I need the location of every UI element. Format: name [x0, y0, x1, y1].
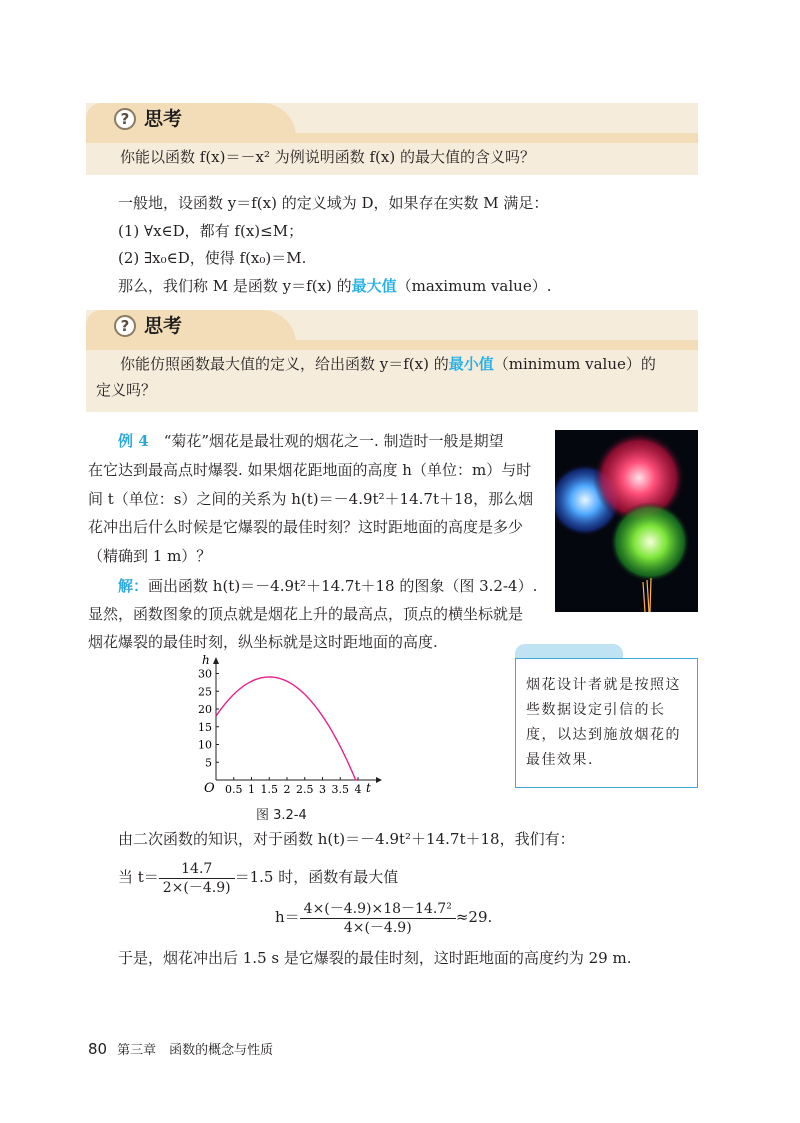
question-icon: ? [114, 315, 136, 337]
definition-line-1: 一般地，设函数 y＝f(x) 的定义域为 D，如果存在实数 M 满足： [118, 194, 549, 212]
example-line-5: （精确到 1 m）？ [88, 547, 212, 565]
x-tick-label: 3 [319, 783, 326, 796]
chapter-title: 第三章 函数的概念与性质 [117, 1043, 274, 1058]
conclusion-line: 于是，烟花冲出后 1.5 s 是它爆裂的最佳时刻，这时距地面的高度约为 29 m. [118, 949, 632, 967]
question-icon: ? [114, 108, 136, 130]
x-tick-label: 1 [248, 783, 255, 796]
definition-line-2: (1) ∀x∈D，都有 f(x)≤M； [118, 222, 304, 240]
y-axis-arrow [213, 657, 219, 664]
fraction-denominator: 4×(－4.9) [343, 919, 412, 936]
max-value-formula [275, 898, 492, 937]
origin-label: O [204, 781, 215, 796]
when-text: 当 t＝ [118, 868, 159, 886]
think-text [120, 348, 656, 380]
formula-result: ≈29. [455, 908, 493, 926]
example-line-3: 间 t（单位：s）之间的关系为 h(t)＝－4.9t²＋14.7t＋18，那么烟 [88, 490, 534, 508]
x-tick-label: 4 [354, 783, 362, 796]
page-footer [88, 1040, 273, 1060]
x-tick-label: 1.5 [260, 783, 278, 796]
x-tick-label: 3.5 [331, 783, 349, 796]
definition-line-3: (2) ∃x₀∈D，使得 f(x₀)＝M. [118, 249, 307, 267]
y-tick-label: 30 [198, 667, 212, 681]
page-number: 80 [88, 1040, 108, 1058]
after-line-1: 由二次函数的知识，对于函数 h(t)＝－4.9t²＋14.7t＋18，我们有： [118, 830, 575, 848]
term-maximum-value: 最大值 [351, 277, 397, 295]
fraction-denominator: 2×(－4.9) [162, 879, 231, 896]
fraction-numerator: 4×(－4.9)×18－14.7² [300, 900, 456, 919]
side-note [515, 658, 698, 788]
solution-label: 解： [118, 577, 149, 595]
solution-line-2: 显然，函数图象的顶点就是烟花上升的最高点，顶点的横坐标就是 [88, 605, 524, 623]
x-tick-label: 2.5 [296, 783, 314, 796]
example-line-1 [118, 431, 504, 451]
note-text: 烟花设计者就是按照这些数据设定引信的长度，以达到施放烟花的最佳效果. [526, 677, 681, 768]
y-axis-label: h [202, 653, 210, 667]
x-axis-arrow [376, 777, 382, 783]
example-line-2: 在它达到最高点时爆裂. 如果烟花距地面的高度 h（单位：m）与时 [88, 461, 532, 479]
think-text-part: （minimum value）的 [493, 355, 656, 373]
x-axis-label: t [366, 781, 371, 795]
x-tick-label: 0.5 [225, 783, 243, 796]
definition-line-4 [118, 276, 551, 296]
when-text-post: ＝1.5 时，函数有最大值 [234, 868, 399, 886]
fireworks-image [555, 430, 698, 612]
definition-text: 那么，我们称 M 是函数 y＝f(x) 的 [118, 277, 352, 295]
think-text: 你能以函数 f(x)＝－x² 为例说明函数 f(x) 的最大值的含义吗？ [120, 148, 535, 166]
fraction-numerator: 14.7 [159, 860, 235, 879]
x-tick-label: 2 [283, 783, 291, 796]
y-tick-label: 20 [198, 703, 212, 716]
figure-caption: 图 3.2-4 [256, 808, 307, 823]
fraction-vertex [159, 860, 235, 897]
fireworks-photo [555, 430, 698, 612]
y-tick-label: 10 [198, 738, 212, 752]
graph-figure-3-2-4 [190, 650, 390, 800]
formula-text: h＝ [275, 908, 300, 926]
think-title: 思考 [144, 315, 183, 337]
term-english: （maximum value）. [396, 277, 552, 295]
example-text: “菊花”烟花是最壮观的烟花之一. 制造时一般是期望 [163, 432, 504, 450]
term-minimum-value: 最小值 [448, 355, 494, 373]
example-label: 例 4 [118, 432, 149, 450]
think-box-1 [86, 103, 698, 175]
think-text-line-2: 定义吗？ [96, 381, 157, 399]
think-text-part: 你能仿照函数最大值的定义，给出函数 y＝f(x) 的 [120, 355, 449, 373]
y-tick-label: 15 [198, 720, 212, 734]
parabola-curve [216, 677, 357, 780]
solution-line-3: 烟花爆裂的最佳时刻，纵坐标就是这时距地面的高度. [88, 633, 438, 651]
y-tick-label: 5 [205, 756, 212, 770]
solution-text: 画出函数 h(t)＝－4.9t²＋14.7t＋18 的图象（图 3.2-4）. [148, 577, 538, 595]
max-value-derivation [118, 858, 398, 897]
think-title: 思考 [144, 108, 183, 130]
example-line-4: 花冲出后什么时候是它爆裂的最佳时刻？这时距地面的高度是多少 [88, 518, 524, 536]
fraction-max [300, 900, 456, 937]
y-tick-label: 25 [198, 685, 212, 699]
think-box-2 [86, 310, 698, 412]
solution-line-1 [118, 576, 537, 596]
